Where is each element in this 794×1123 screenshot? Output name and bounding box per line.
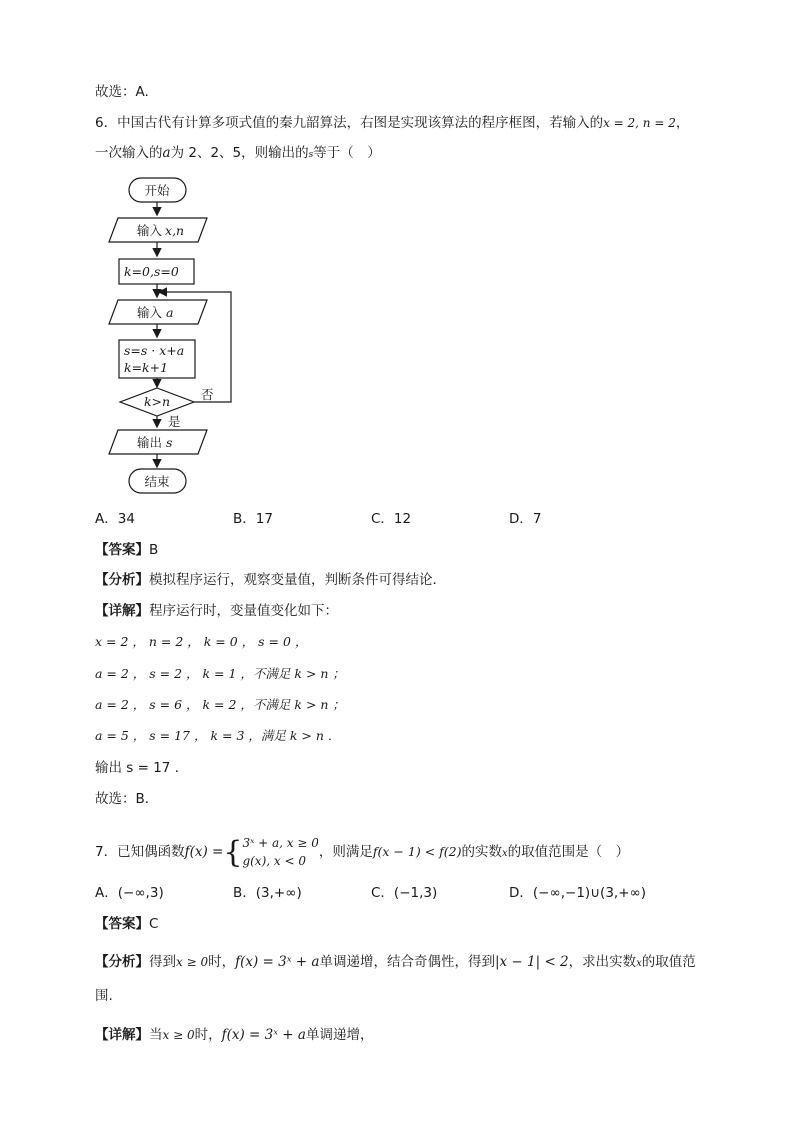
q5-conclusion: 故选：A. (95, 84, 149, 100)
q6-step-2: a = 2 ， s = 2 ， k = 1 ，不满足 k > n ； (95, 666, 345, 681)
q6-stem-line1: 6．中国古代有计算多项式值的秦九韶算法，右图是实现该算法的程序框图，若输入的x = 2, n = 2， (95, 115, 690, 131)
q7-analysis: 【分析】得到x ≥ 0时，f(x) = 3ˣ + a单调递增，结合奇偶性，得到|x − 1| < 2，求出实数x的取值范 (95, 954, 696, 970)
flow-start-label: 开始 (144, 183, 170, 198)
q6-option-c: C．12 (371, 511, 412, 527)
q6-step-1: x = 2 ， n = 2 ， k = 0 ， s = 0 ， (95, 634, 308, 649)
flow-yes-label: 是 (168, 414, 181, 429)
flow-condition-label: k>n (143, 394, 171, 409)
q7-answer: 【答案】C (95, 916, 159, 932)
q6-option-d: D．7 (509, 511, 542, 527)
flow-no-label: 否 (201, 387, 214, 402)
flow-end-label: 结束 (144, 474, 170, 489)
q7-analysis-line2: 围. (95, 988, 113, 1004)
q6-option-b: B．17 (233, 511, 273, 527)
flow-output-label: 输出 s (137, 435, 173, 450)
flow-input-a-label: 输入 a (137, 305, 174, 320)
q6-stem-line2: 一次输入的a为 2、2、5，则输出的s等于（ ） (95, 145, 381, 161)
q6-step-3: a = 2 ， s = 6 ， k = 2 ，不满足 k > n ； (95, 697, 345, 712)
q7-stem: 7．已知偶函数f(x) ={ 3ˣ + a, x ≥ 0 g(x), x < 0 ，则满足f(x − 1) < f(2)的实数x的取值范围是（ ） (95, 835, 630, 870)
flow-init-label: k=0,s=0 (124, 264, 179, 279)
q7-option-c: C．(−1,3) (371, 885, 438, 901)
q7-brace: { (223, 835, 243, 870)
q6-option-a: A．34 (95, 511, 135, 527)
q6-detail: 【详解】程序运行时，变量值变化如下： (95, 603, 338, 619)
q6-analysis: 【分析】模拟程序运行，观察变量值，判断条件可得结论． (95, 572, 446, 588)
q7-option-b: B．(3,+∞) (233, 885, 302, 901)
q7-option-a: A．(−∞,3) (95, 885, 164, 901)
flow-update-label-2: k=k+1 (124, 360, 169, 375)
q6-conclusion: 故选：B． (95, 791, 159, 807)
q7-cases: 3ˣ + a, x ≥ 0 g(x), x < 0 (242, 836, 319, 868)
q7-option-d: D．(−∞,−1)∪(3,+∞) (509, 885, 647, 901)
flow-input-xn-label: 输入 x,n (137, 223, 185, 238)
q6-output-line: 输出 s = 17 ． (95, 760, 189, 776)
q7-detail: 【详解】当x ≥ 0时，f(x) = 3ˣ + a单调递增， (95, 1027, 374, 1043)
flow-update-label-1: s=s · x+a (124, 343, 185, 358)
q6-step-4: a = 5 ， s = 17 ， k = 3 ，满足 k > n ． (95, 728, 341, 743)
q6-answer: 【答案】B (95, 542, 159, 558)
